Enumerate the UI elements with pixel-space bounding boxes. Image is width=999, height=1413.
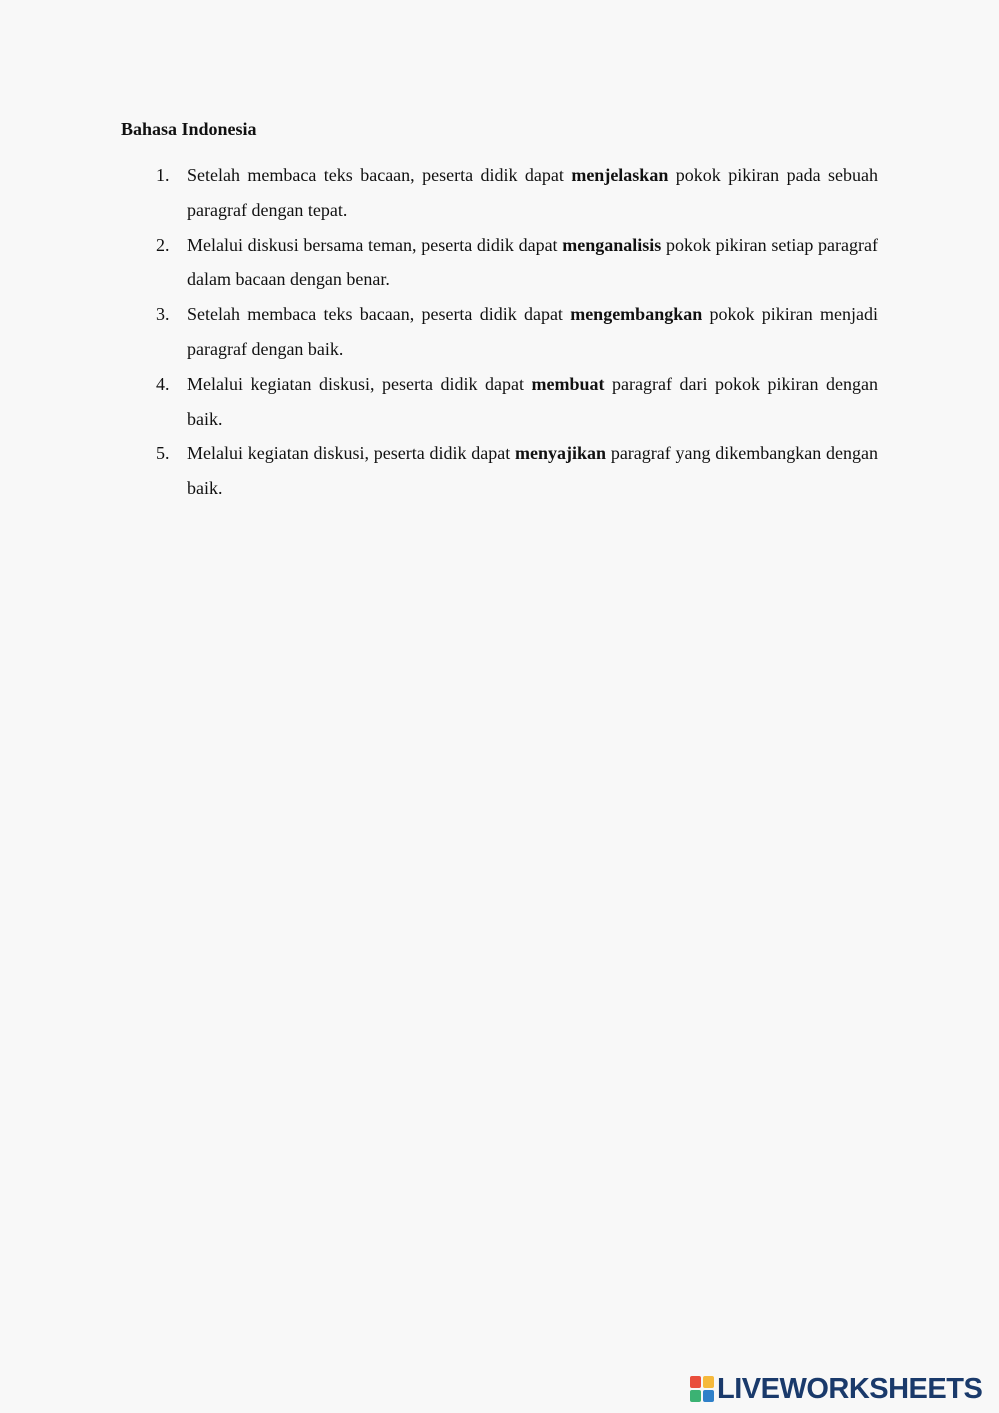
objective-keyword: mengembangkan <box>570 304 703 325</box>
objective-text: Melalui diskusi bersama teman, peserta didik dapat menganalisis pokok pikiran setiap paragraf dalam bacaan dengan benar. <box>187 234 878 290</box>
objective-number: 3. <box>156 304 170 325</box>
objective-item <box>156 297 878 367</box>
objective-item <box>156 436 878 506</box>
objective-number: 4. <box>156 373 170 394</box>
objective-item <box>156 228 878 298</box>
page-heading: Bahasa Indonesia <box>121 119 257 139</box>
logo-tile <box>703 1390 714 1402</box>
objective-item <box>156 367 878 437</box>
logo-tile <box>690 1376 701 1388</box>
objective-keyword: menyajikan <box>515 443 607 464</box>
objective-keyword: membuat <box>531 373 605 394</box>
logo-tile <box>703 1376 714 1388</box>
objective-keyword: menganalisis <box>562 234 662 255</box>
objective-keyword: menjelaskan <box>571 165 669 185</box>
objective-text: Melalui kegiatan diskusi, peserta didik dapat menyajikan paragraf yang dikembangkan dengan baik. <box>187 443 879 499</box>
liveworksheets-logo-text: LIVEWORKSHEETS <box>717 1372 983 1405</box>
learning-objectives-list <box>156 158 878 506</box>
liveworksheets-logo-icon <box>690 1376 714 1402</box>
objective-number: 1. <box>156 165 170 185</box>
objective-text: Melalui kegiatan diskusi, peserta didik dapat membuat paragraf dari pokok pikiran dengan baik. <box>187 373 878 429</box>
objective-number: 5. <box>156 443 170 464</box>
objective-item <box>156 158 878 228</box>
objective-number: 2. <box>156 234 170 255</box>
liveworksheets-logo <box>690 1373 982 1405</box>
objective-text: Setelah membaca teks bacaan, peserta didik dapat menjelaskan pokok pikiran pada sebuah paragraf dengan tepat. <box>187 165 878 220</box>
objective-text: Setelah membaca teks bacaan, peserta didik dapat mengembangkan pokok pikiran menjadi paragraf dengan baik. <box>187 304 878 359</box>
logo-tile <box>690 1390 701 1402</box>
